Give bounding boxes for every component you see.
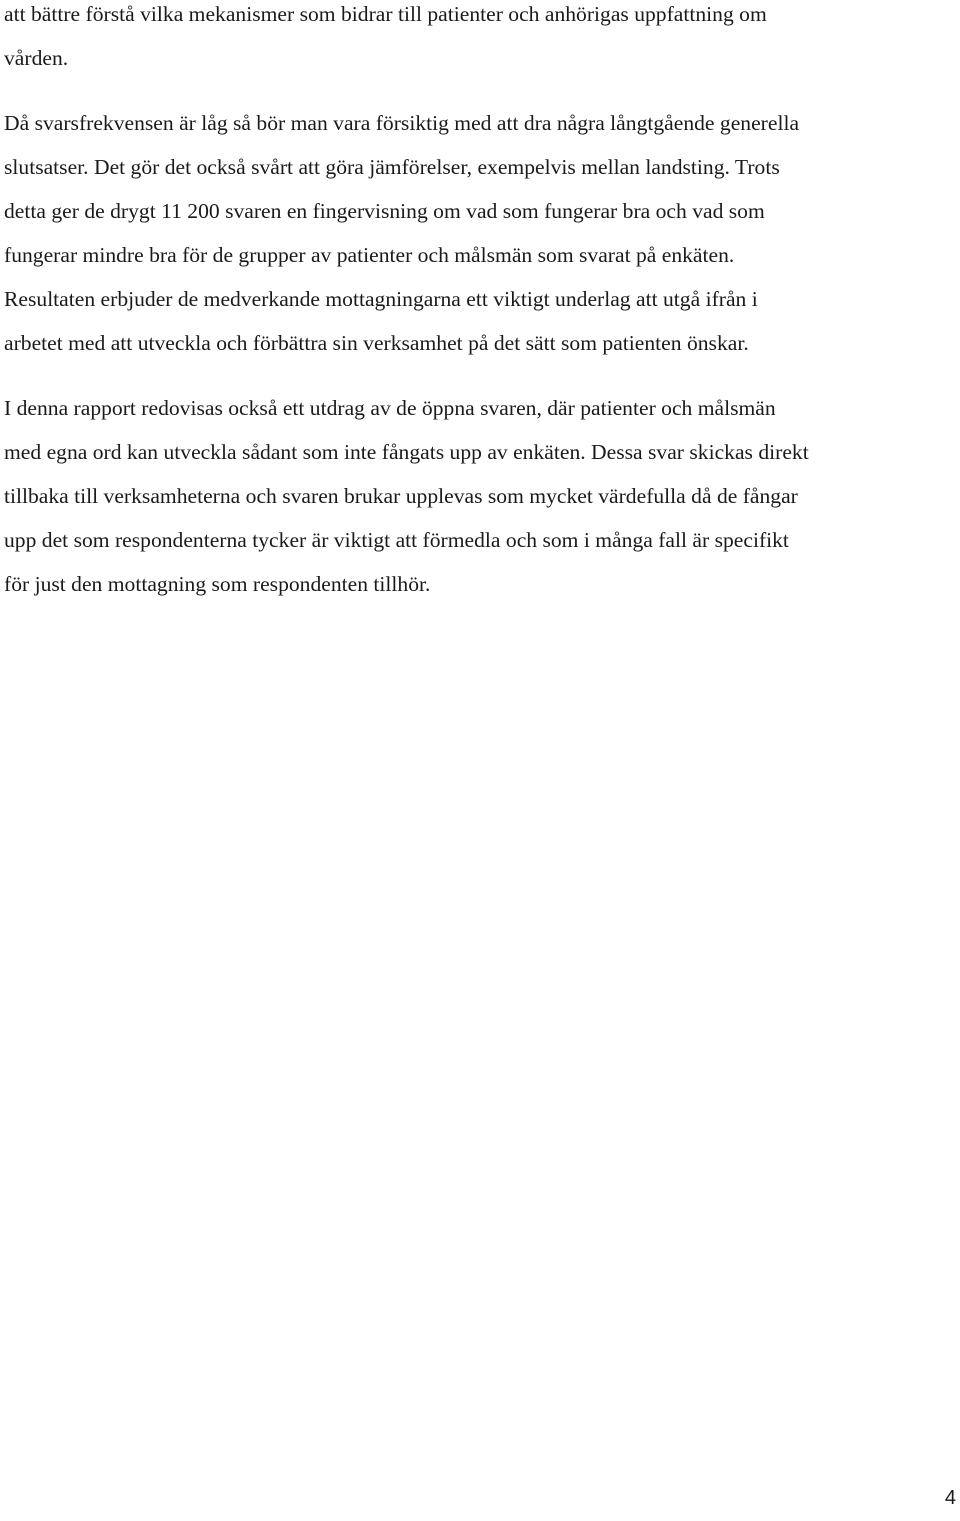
text-line: med egna ord kan utveckla sådant som inte fångats upp av enkäten. Dessa svar skickas direkt — [4, 440, 809, 464]
paragraph-1 — [4, 0, 956, 80]
text-line: för just den mottagning som respondenten tillhör. — [4, 572, 431, 596]
text-line: upp det som respondenterna tycker är viktigt att förmedla och som i många fall är specifikt — [4, 528, 789, 552]
body-text — [4, 0, 956, 606]
text-line: Då svarsfrekvensen är låg så bör man vara försiktig med att dra några långtgående generella — [4, 111, 800, 135]
text-line: slutsatser. Det gör det också svårt att göra jämförelser, exempelvis mellan landsting. Trots — [4, 155, 780, 179]
text-line: tillbaka till verksamheterna och svaren brukar upplevas som mycket värdefulla då de fångar — [4, 484, 798, 508]
text-line: att bättre förstå vilka mekanismer som bidrar till patienter och anhörigas uppfattning om — [4, 2, 767, 26]
text-line: vården. — [4, 46, 69, 70]
paragraph-2 — [4, 101, 956, 365]
paragraph-3 — [4, 386, 956, 606]
text-line: Resultaten erbjuder de medverkande mottagningarna ett viktigt underlag att utgå ifrån i — [4, 287, 758, 311]
text-line: fungerar mindre bra för de grupper av patienter och målsmän som svarat på enkäten. — [4, 243, 735, 267]
text-line: I denna rapport redovisas också ett utdrag av de öppna svaren, där patienter och målsmän — [4, 396, 776, 420]
text-line: arbetet med att utveckla och förbättra sin verksamhet på det sätt som patienten önskar. — [4, 331, 749, 355]
page-number: 4 — [944, 1487, 956, 1509]
text-line: detta ger de drygt 11 200 svaren en fingervisning om vad som fungerar bra och vad som — [4, 199, 765, 223]
